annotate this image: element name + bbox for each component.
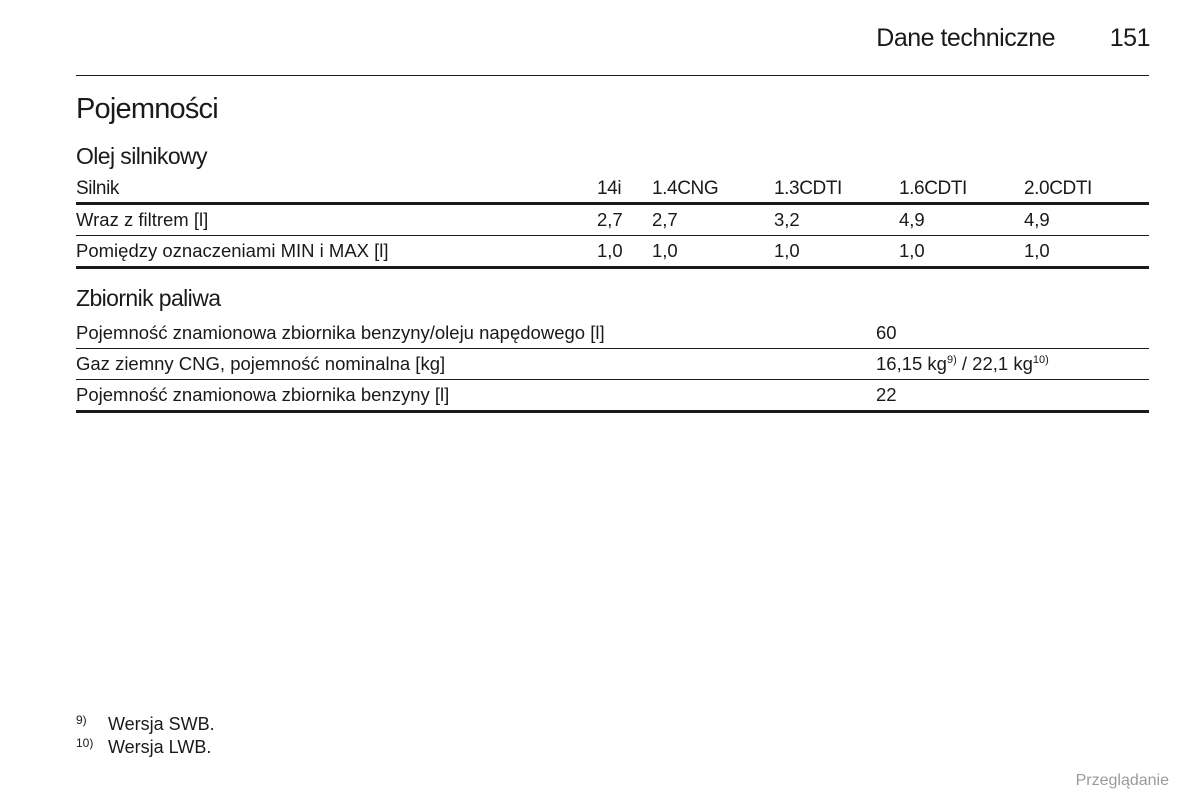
fuel-title: Zbiornik paliwa <box>76 285 221 311</box>
row-label: Gaz ziemny CNG, pojemność nominalna [kg] <box>76 349 876 380</box>
table-row <box>76 380 1149 412</box>
cell-value: 1,0 <box>652 236 774 268</box>
footnote-text: Wersja SWB. <box>108 714 215 734</box>
footnote-ref: 10) <box>1032 354 1049 366</box>
row-label: Pojemność znamionowa zbiornika benzyny/oleju napędowego [l] <box>76 322 605 343</box>
row-label: Wraz z filtrem [l] <box>76 204 597 236</box>
column-header-14cng: 1.4CNG <box>652 178 719 199</box>
page-number: 151 <box>1109 24 1150 52</box>
footnote-text: Wersja LWB. <box>108 737 212 757</box>
column-header-16cdti: 1.6CDTI <box>899 178 967 199</box>
table-row <box>76 204 1149 236</box>
table-row <box>76 349 1149 380</box>
value-swb: 16,15 kg <box>876 353 947 374</box>
cell-value: 4,9 <box>1024 204 1149 236</box>
table-row <box>76 318 1149 349</box>
oil-title: Olej silnikowy <box>76 143 207 169</box>
row-label: Pomiędzy oznaczeniami MIN i MAX [l] <box>76 236 597 268</box>
footnote-mark: 10) <box>76 736 94 750</box>
section-title: Pojemności <box>76 93 218 125</box>
cell-value: 60 <box>876 322 897 343</box>
cell-value: 1,0 <box>597 236 652 268</box>
cell-value: 1,0 <box>899 236 1024 268</box>
footnote <box>76 736 211 758</box>
value-lwb: / 22,1 kg <box>956 353 1033 374</box>
watermark: Przeglądanie <box>1075 772 1169 789</box>
column-header-13cdti: 1.3CDTI <box>774 178 842 199</box>
column-header-20cdti: 2.0CDTI <box>1024 178 1092 199</box>
fuel-table <box>76 318 1149 413</box>
oil-table <box>76 176 1149 269</box>
header-divider <box>76 75 1149 76</box>
cell-value: 1,0 <box>774 236 899 268</box>
row-label: Pojemność znamionowa zbiornika benzyny [l] <box>76 380 876 412</box>
footnote-mark: 9) <box>76 713 87 727</box>
cell-value: 3,2 <box>774 204 899 236</box>
footnote-ref: 9) <box>946 354 957 366</box>
cell-value: 4,9 <box>899 204 1024 236</box>
footnote <box>76 713 215 735</box>
cell-value: 2,7 <box>652 204 774 236</box>
cell-value <box>876 349 1149 380</box>
oil-table-header <box>76 176 1149 204</box>
table-row <box>76 236 1149 268</box>
header-title: Dane techniczne <box>876 24 1055 52</box>
cell-value: 2,7 <box>597 204 652 236</box>
cell-value: 22 <box>876 380 1149 412</box>
column-header-engine: Silnik <box>76 178 120 199</box>
cell-value: 1,0 <box>1024 236 1149 268</box>
column-header-14i: 14i <box>597 178 622 199</box>
